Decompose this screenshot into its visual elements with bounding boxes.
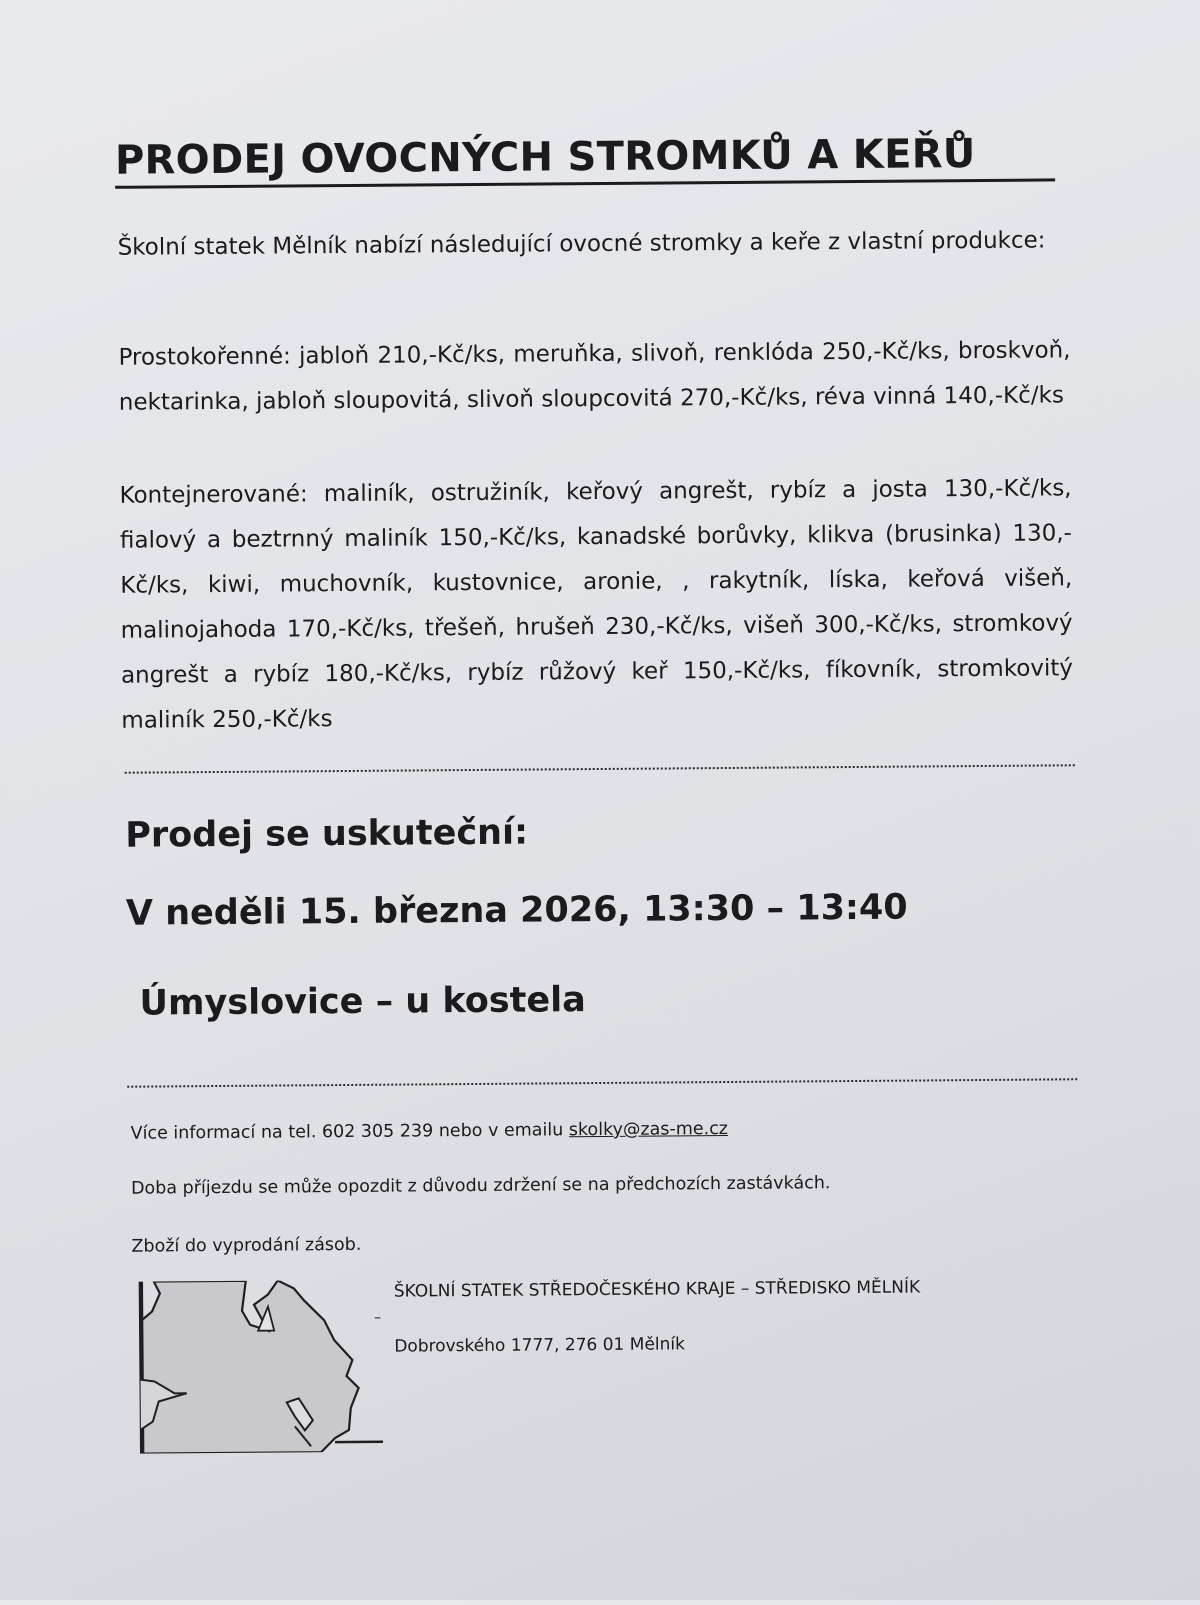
organization-name: ŠKOLNÍ STATEK STŘEDOČESKÉHO KRAJE – STŘEDISKO MĚLNÍK xyxy=(393,1277,921,1302)
organization-address: Dobrovského 1777, 276 01 Mělník xyxy=(394,1334,686,1357)
intro-paragraph: Školní statek Mělník nabízí následující ovocné stromky a keře z vlastní produkce: xyxy=(117,227,1046,261)
contact-info xyxy=(131,1119,729,1144)
dotted-divider-bottom xyxy=(127,1078,1077,1087)
container-price-list: Kontejnerované: maliník, ostružiník, keřový angrešt, rybíz a josta 130,-Kč/ks, fialový a beztrnný maliník 150,-Kč/ks, kanadské borůvky, klikva (brusinka) 130,-Kč/ks, kiwi, muchovník, kustovnice, aronie, , rakytník, líska, keřová višeň, malinojahoda 170,-Kč/ks, třešeň, hrušeň 230,-Kč/ks, višeň 300,-Kč/ks, stromkový angrešt a rybíz 180,-Kč/ks, rybíz růžový keř 150,-Kč/ks, fíkovník, stromkovitý maliník 250,-Kč/ks xyxy=(119,475,1074,734)
sale-date: V neděli 15. března 2026, 13:30 – 13:40 xyxy=(125,887,908,934)
sale-place: Úmyslovice – u kostela xyxy=(139,980,586,1024)
delay-note: Doba příjezdu se může opozdit z důvodu zdržení se na předchozích zastávkách. xyxy=(130,1173,831,1199)
central-bohemia-map-icon xyxy=(134,1280,395,1454)
dotted-divider-top xyxy=(125,764,1075,773)
logo-dash: – xyxy=(373,1309,382,1326)
bare-root-price-list: Prostokořenné: jabloň 210,-Kč/ks, meruňka, slivoň, renklóda 250,-Kč/ks, broskvoň, nektarinka, jabloň sloupovitá, slivoň sloupcovitá 270,-Kč/ks, réva vinná 140,-Kč/ks xyxy=(118,337,1071,416)
contact-info-text: Více informací na tel. 602 305 239 nebo v emailu xyxy=(130,1120,569,1144)
sale-heading: Prodej se uskuteční: xyxy=(125,812,529,856)
stock-note: Zboží do vyprodání zásob. xyxy=(131,1234,362,1257)
flyer-title: PRODEJ OVOCNÝCH STROMKŮ A KEŘŮ xyxy=(115,130,1055,188)
email-link[interactable]: skolky@zas-me.cz xyxy=(568,1119,729,1141)
